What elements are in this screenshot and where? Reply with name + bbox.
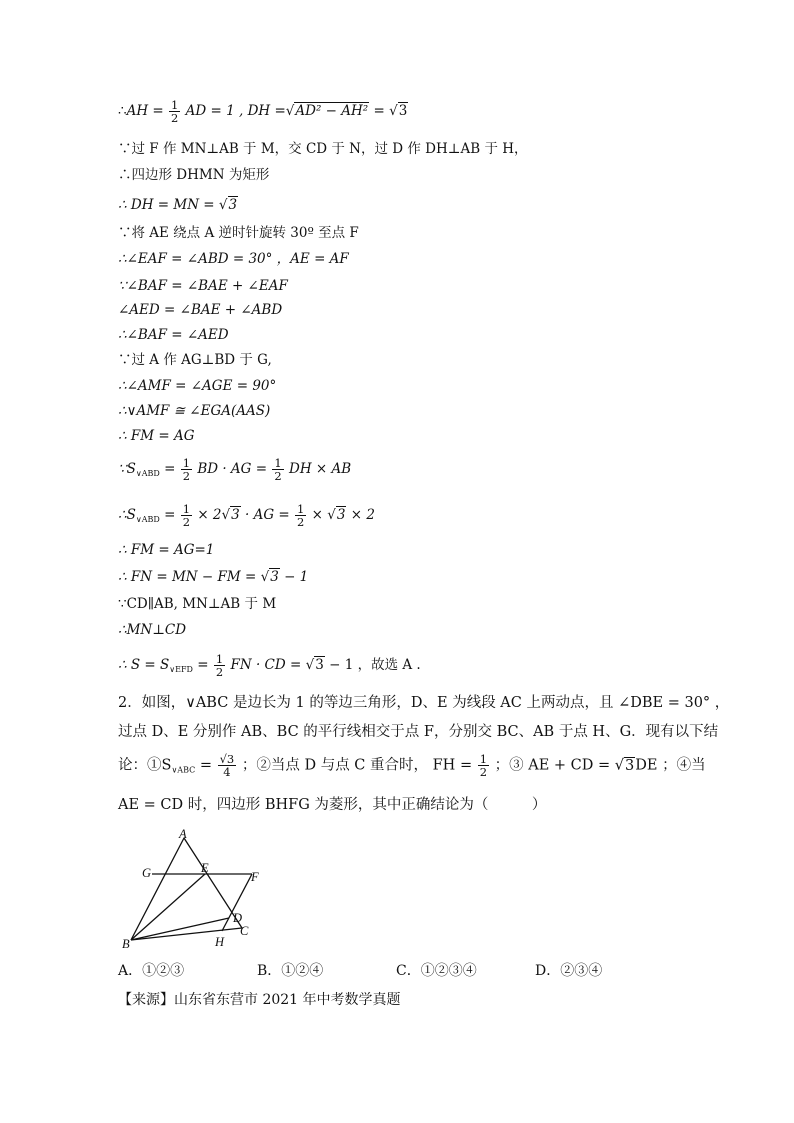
frac-num: 1 xyxy=(479,752,488,766)
question-line-1: 2．如图，∨ABC 是边长为 1 的等边三角形，D、E 为线段 AC 上两动点，且 ∠DBE = 30° ， xyxy=(118,695,730,711)
term: DH × AB xyxy=(289,461,352,477)
solution-line-1: ∴AH = $\frac{1}{2}$ AD = 1 , DH =√AD² − AH² = √3 xyxy=(118,98,408,125)
label-e: E xyxy=(201,861,209,875)
solution-line-11: ∴∠AMF = ∠AGE = 90° xyxy=(118,378,277,394)
radicand: AD² − AH² xyxy=(295,103,369,119)
subscript: ∨ABD xyxy=(135,469,160,478)
label-c: C xyxy=(240,924,249,938)
term: DE ；④当 xyxy=(635,757,706,774)
frac-num: 1 xyxy=(297,502,305,516)
source-note: 【来源】山东省东营市 2021 年中考数学真题 xyxy=(118,992,401,1008)
fraction-half xyxy=(272,457,283,482)
term: × 2 xyxy=(350,507,375,523)
solution-line-7: ∵∠BAF = ∠BAE + ∠EAF xyxy=(118,278,288,294)
label-h: H xyxy=(215,935,225,949)
radicand: 3 xyxy=(228,197,238,213)
term: ；③ AE + CD = xyxy=(494,757,611,774)
solution-line-8: ∠AED = ∠BAE + ∠ABD xyxy=(118,302,283,318)
equals: = xyxy=(199,757,212,774)
term: − 1 xyxy=(284,569,309,585)
solution-line-9: ∴∠BAF = ∠AED xyxy=(118,327,229,343)
fraction-root3-over-4 xyxy=(218,753,237,778)
label-b: B xyxy=(122,937,130,950)
times: × xyxy=(311,507,323,523)
option-a[interactable]: A．①②③ xyxy=(118,963,185,979)
therefore-symbol: ∴ xyxy=(118,103,127,119)
solution-line-16: ∴ FM = AG=1 xyxy=(118,542,215,558)
radicand: 3 xyxy=(625,757,635,774)
term: 论：①S xyxy=(118,757,172,774)
fraction-half xyxy=(181,457,192,482)
label-f: F xyxy=(251,870,259,884)
term: ∴ S = S xyxy=(118,657,170,673)
area-symbol: ∴S xyxy=(118,507,136,523)
segment-be xyxy=(131,874,205,940)
subscript: ∨ABD xyxy=(135,515,160,524)
subscript: ∨ABC xyxy=(171,765,196,775)
solution-line-17: ∴ FN = MN − FM = √3 − 1 xyxy=(118,569,309,585)
radicand: 3 xyxy=(315,657,324,673)
solution-line-4: ∴ DH = MN = √3 xyxy=(118,197,238,213)
subscript: ∨EFD xyxy=(169,665,193,674)
frac-den: 4 xyxy=(223,765,231,779)
geometry-figure xyxy=(112,828,272,950)
radicand: 3 xyxy=(398,103,408,119)
frac-den: 2 xyxy=(182,515,191,529)
term: × 2 xyxy=(197,507,222,523)
solution-line-18: ∵CD∥AB, MN⊥AB 于 M xyxy=(118,596,277,612)
frac-num: √3 xyxy=(219,752,235,766)
question-line-4: AE = CD 时，四边形 BHFG 为菱形，其中正确结论为（ ） xyxy=(118,797,547,813)
equals: = xyxy=(373,103,385,119)
question-line-3: 论：$①S_{\vee ABC}$ = $\frac{√3}{4}$ ；②当点 D 与点 C 重合时， FH = $\frac{1}{2}$ ；③ AE + CD = √3DE ；④当 xyxy=(118,752,706,779)
solution-line-14 xyxy=(118,457,351,483)
solution-line-6: ∴∠EAF = ∠ABD = 30° ，AE = AF xyxy=(118,251,349,267)
solution-line-2: ∵过 F 作 MN⊥AB 于 M，交 CD 于 N，过 D 作 DH⊥AB 于 H， xyxy=(118,141,528,157)
solution-line-3: ∴四边形 DHMN 为矩形 xyxy=(118,167,270,183)
frac-den: 2 xyxy=(171,111,179,125)
solution-line-5: ∵将 AE 绕点 A 逆时针旋转 30º 至点 F xyxy=(118,225,359,241)
frac-num: 1 xyxy=(274,456,282,470)
equals: = xyxy=(164,461,176,477)
solution-line-13: ∴ FM = AG xyxy=(118,428,195,444)
eq-dh: DH = xyxy=(247,103,286,119)
area-symbol: ∵S xyxy=(118,461,136,477)
frac-num: 1 xyxy=(171,98,179,112)
solution-line-20: ∴ $S = S_{\vee EFD}$ = $\frac{1}{2}$ FN · CD = √3 − 1 ，故选 A . xyxy=(118,652,421,679)
fraction-half xyxy=(295,503,306,528)
frac-num: 1 xyxy=(215,652,224,666)
solution-line-15: $\therefore S_{\vee ABD}$ = $\frac{1}{2}$ × 2√3 · AG = $\frac{1}{2}$ × √3 × 2 xyxy=(118,502,375,529)
eq-dh-mn: ∴ DH = MN = xyxy=(118,197,215,213)
frac-den: 2 xyxy=(297,515,305,529)
label-d: D xyxy=(233,911,243,925)
fraction-half xyxy=(214,653,225,678)
frac-den: 2 xyxy=(479,765,488,779)
eq-ah: AH = xyxy=(126,103,164,119)
equals: = xyxy=(164,507,176,523)
term: ∴ FN = MN − FM = xyxy=(118,569,257,585)
equals: = xyxy=(197,657,209,673)
frac-den: 2 xyxy=(215,665,224,679)
radicand: 3 xyxy=(231,507,240,523)
radicand: 3 xyxy=(336,507,346,523)
label-g: G xyxy=(142,866,152,880)
label-a: A xyxy=(179,828,187,841)
term: · AG = xyxy=(245,507,290,523)
fraction-half xyxy=(478,753,489,778)
frac-den: 2 xyxy=(182,469,191,483)
frac-den: 2 xyxy=(274,469,282,483)
fraction-half xyxy=(181,503,192,528)
term: BD · AG = xyxy=(197,461,268,477)
frac-num: 1 xyxy=(182,456,191,470)
option-d[interactable]: D．②③④ xyxy=(535,963,603,979)
eq-ad: AD = 1 , xyxy=(185,103,244,119)
solution-line-10: ∵过 A 作 AG⊥BD 于 G, xyxy=(118,352,272,368)
term: FN · CD = xyxy=(230,657,302,673)
term: − 1 ，故选 A . xyxy=(329,657,421,673)
option-b[interactable]: B．①②④ xyxy=(257,963,324,979)
solution-line-19: ∴MN⊥CD xyxy=(118,622,187,638)
frac-num: 1 xyxy=(182,502,191,516)
option-c[interactable]: C．①②③④ xyxy=(396,963,477,979)
question-line-2: 过点 D、E 分别作 AB、BC 的平行线相交于点 F，分别交 BC、AB 于点 H、G．现有以下结 xyxy=(118,724,719,740)
solution-line-12: ∴∨AMF ≅ ∠EGA(AAS) xyxy=(118,403,271,419)
term: ；②当点 D 与点 C 重合时， FH = xyxy=(241,757,473,774)
radicand: 3 xyxy=(270,569,279,585)
fraction-half xyxy=(169,99,180,124)
